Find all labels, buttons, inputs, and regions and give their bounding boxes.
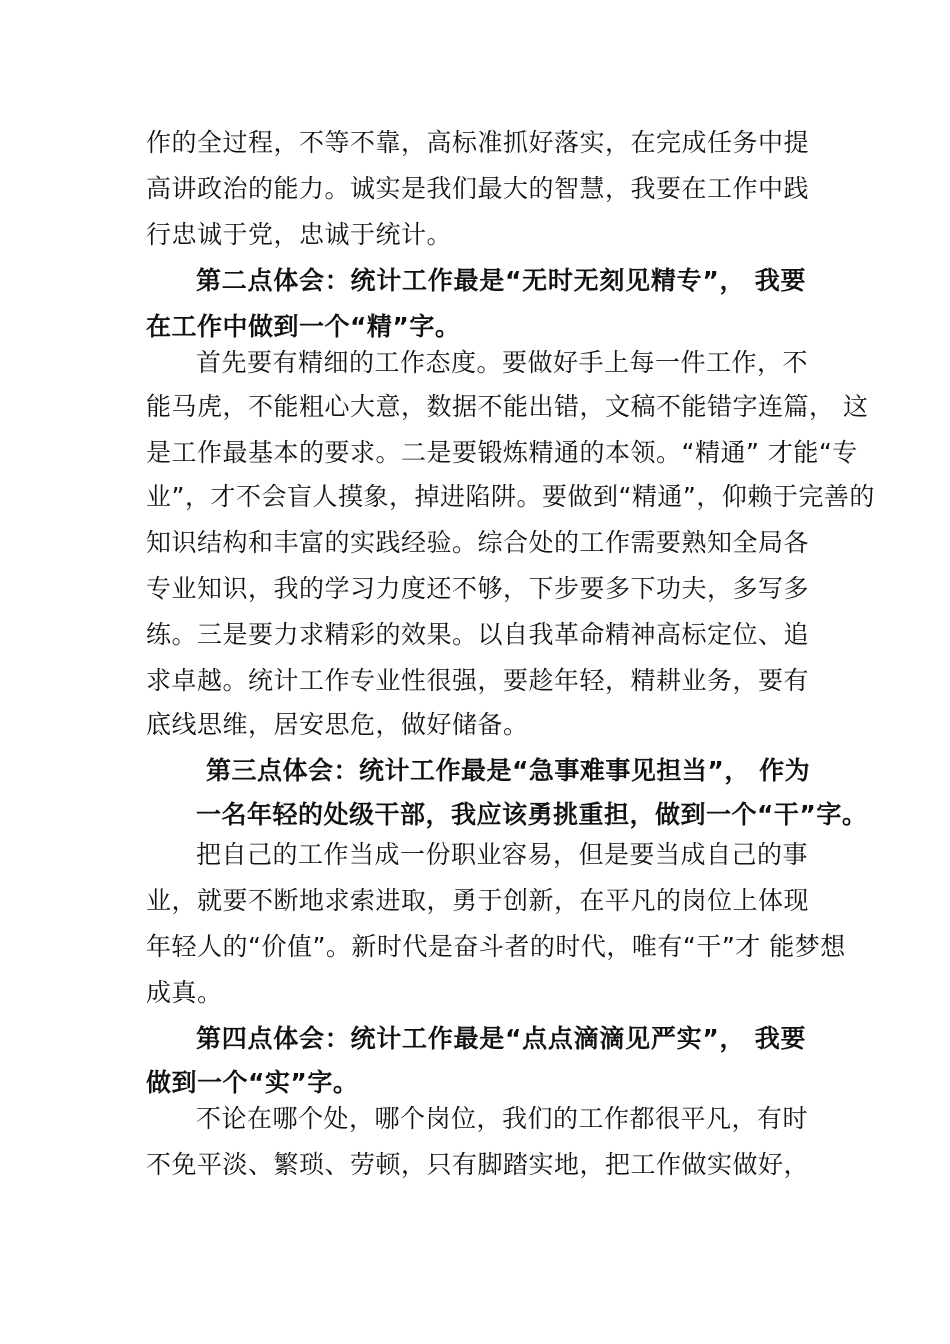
- body-text-line: 能马虎，不能粗心大意，数据不能出错，文稿不能错字连篇， 这: [146, 392, 869, 421]
- body-text-line: 作的全过程，不等不靠，高标准抓好落实，在完成任务中提: [146, 128, 810, 157]
- body-text-line: 高讲政治的能力。诚实是我们最大的智慧，我要在工作中践: [146, 174, 810, 203]
- section-heading-line: 第二点体会：统计工作最是“无时无刻见精专”， 我要: [196, 266, 806, 295]
- body-text-line: 不论在哪个处，哪个岗位，我们的工作都很平凡，有时: [196, 1104, 809, 1133]
- body-text-line: 专业知识，我的学习力度还不够，下步要多下功夫，多写多: [146, 574, 810, 603]
- body-text-line: 是工作最基本的要求。二是要锻炼精通的本领。“精通” 才能“专: [146, 438, 858, 467]
- body-text-line: 首先要有精细的工作态度。要做好手上每一件工作，不: [196, 348, 809, 377]
- body-text-line: 业，就要不断地求索进取，勇于创新，在平凡的岗位上体现: [146, 886, 810, 915]
- section-heading-line: 做到一个“实”字。: [146, 1068, 359, 1097]
- body-text-line: 行忠诚于党，忠诚于统计。: [146, 220, 453, 249]
- body-text-line: 底线思维，居安思危，做好储备。: [146, 710, 529, 739]
- body-text-line: 成真。: [146, 978, 223, 1007]
- body-text-line: 业”，才不会盲人摸象，掉进陷阱。要做到“精通”，仰赖于完善的: [146, 482, 875, 511]
- body-text-line: 把自己的工作当成一份职业容易，但是要当成自己的事: [196, 840, 809, 869]
- body-text-line: 不免平淡、繁琐、劳顿，只有脚踏实地，把工作做实做好，: [146, 1150, 810, 1179]
- body-text-line: 练。三是要力求精彩的效果。以自我革命精神高标定位、追: [146, 620, 810, 649]
- section-heading-line: 第三点体会：统计工作最是“急事难事见担当”， 作为: [206, 756, 811, 785]
- section-heading-line: 第四点体会：统计工作最是“点点滴滴见严实”， 我要: [196, 1024, 806, 1053]
- body-text-line: 知识结构和丰富的实践经验。综合处的工作需要熟知全局各: [146, 528, 810, 557]
- body-text-line: 年轻人的“价值”。新时代是奋斗者的时代，唯有“干”才 能梦想: [146, 932, 846, 961]
- section-heading-line: 在工作中做到一个“精”字。: [146, 312, 461, 341]
- body-text-line: 求卓越。统计工作专业性很强，要趁年轻，精耕业务，要有: [146, 666, 810, 695]
- section-heading-line: 一名年轻的处级干部，我应该勇挑重担，做到一个“干”字。: [196, 800, 868, 829]
